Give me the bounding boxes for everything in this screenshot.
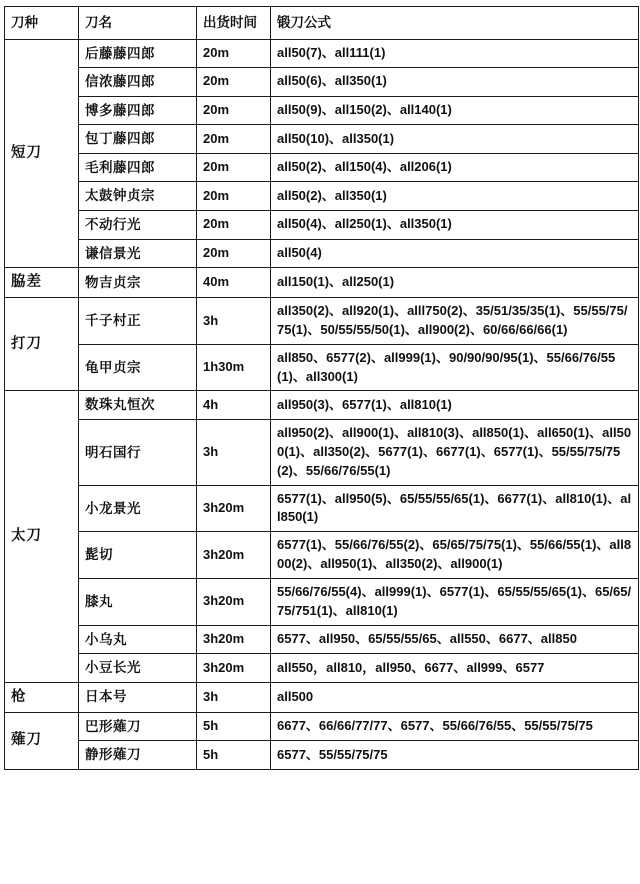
forge-time-cell: 4h (197, 391, 271, 420)
forge-time-cell: 5h (197, 741, 271, 770)
forge-time-cell: 20m (197, 182, 271, 211)
forge-time-cell: 3h20m (197, 485, 271, 532)
table-row (5, 96, 639, 125)
forge-formula-cell: all50(7)、all111(1) (271, 39, 639, 68)
forge-recipe-table (4, 6, 639, 770)
sword-type-cell: 脇差 (5, 268, 79, 298)
table-row (5, 153, 639, 182)
forge-formula-cell: all50(6)、all350(1) (271, 68, 639, 97)
sword-name-cell: 博多藤四郎 (79, 96, 197, 125)
table-row (5, 68, 639, 97)
table-row (5, 125, 639, 154)
forge-formula-cell: all550，all810，all950、6677、all999、6577 (271, 654, 639, 683)
table-row (5, 682, 639, 712)
table-row (5, 712, 639, 741)
forge-formula-cell: 6577、55/55/75/75 (271, 741, 639, 770)
forge-time-cell: 1h30m (197, 344, 271, 391)
sword-name-cell: 静形薙刀 (79, 741, 197, 770)
forge-formula-cell: all950(2)、all900(1)、all810(3)、all850(1)、all650(1)、all500(1)、all350(2)、5677(1)、6677(1)、6577(1)、55/55/75/75(2)、55/66/76/55(1) (271, 420, 639, 486)
table-row (5, 485, 639, 532)
forge-time-cell: 3h20m (197, 654, 271, 683)
forge-formula-cell: all150(1)、all250(1) (271, 268, 639, 298)
sword-name-cell: 髭切 (79, 532, 197, 579)
sword-name-cell: 小乌丸 (79, 625, 197, 654)
table-row (5, 532, 639, 579)
forge-time-cell: 20m (197, 39, 271, 68)
forge-time-cell: 20m (197, 125, 271, 154)
sword-type-cell: 薙刀 (5, 712, 79, 769)
forge-time-cell: 3h (197, 682, 271, 712)
forge-time-cell: 5h (197, 712, 271, 741)
forge-formula-cell: all50(4)、all250(1)、all350(1) (271, 210, 639, 239)
forge-formula-cell: all500 (271, 682, 639, 712)
table-body (5, 39, 639, 769)
sword-type-cell: 打刀 (5, 298, 79, 391)
forge-time-cell: 3h20m (197, 578, 271, 625)
forge-formula-cell: all950(3)、6577(1)、all810(1) (271, 391, 639, 420)
forge-formula-cell: all50(10)、all350(1) (271, 125, 639, 154)
column-header-sword-type: 刀种 (5, 7, 79, 40)
sword-name-cell: 小龙景光 (79, 485, 197, 532)
table-row (5, 344, 639, 391)
forge-time-cell: 20m (197, 68, 271, 97)
sword-name-cell: 日本号 (79, 682, 197, 712)
table-row (5, 39, 639, 68)
forge-time-cell: 3h20m (197, 532, 271, 579)
sword-name-cell: 数珠丸恒次 (79, 391, 197, 420)
forge-time-cell: 20m (197, 153, 271, 182)
sword-name-cell: 巴形薙刀 (79, 712, 197, 741)
sword-type-cell: 太刀 (5, 391, 79, 682)
table-row (5, 391, 639, 420)
forge-time-cell: 3h (197, 420, 271, 486)
sword-name-cell: 信浓藤四郎 (79, 68, 197, 97)
column-header-forge-formula: 锻刀公式 (271, 7, 639, 40)
table-header (5, 7, 639, 40)
sword-name-cell: 毛利藤四郎 (79, 153, 197, 182)
column-header-forge-time: 出货时间 (197, 7, 271, 40)
sword-name-cell: 明石国行 (79, 420, 197, 486)
column-header-sword-name: 刀名 (79, 7, 197, 40)
table-row (5, 268, 639, 298)
sword-name-cell: 小豆长光 (79, 654, 197, 683)
table-row (5, 298, 639, 345)
sword-name-cell: 谦信景光 (79, 239, 197, 268)
forge-time-cell: 20m (197, 96, 271, 125)
table-row (5, 210, 639, 239)
table-row (5, 654, 639, 683)
forge-formula-cell: 6577(1)、all950(5)、65/55/55/65(1)、6677(1)、all810(1)、all850(1) (271, 485, 639, 532)
sword-type-cell: 枪 (5, 682, 79, 712)
forge-formula-cell: all850、6577(2)、all999(1)、90/90/90/95(1)、55/66/76/55(1)、all300(1) (271, 344, 639, 391)
forge-formula-cell: all50(4) (271, 239, 639, 268)
forge-formula-cell: all50(9)、all150(2)、all140(1) (271, 96, 639, 125)
table-row (5, 420, 639, 486)
forge-formula-cell: 6577、all950、65/55/55/65、all550、6677、all850 (271, 625, 639, 654)
sword-name-cell: 物吉贞宗 (79, 268, 197, 298)
sword-type-cell: 短刀 (5, 39, 79, 268)
sword-name-cell: 千子村正 (79, 298, 197, 345)
forge-time-cell: 20m (197, 210, 271, 239)
table-row (5, 578, 639, 625)
sword-name-cell: 不动行光 (79, 210, 197, 239)
sword-name-cell: 太鼓钟贞宗 (79, 182, 197, 211)
forge-time-cell: 40m (197, 268, 271, 298)
table-row (5, 741, 639, 770)
forge-time-cell: 3h (197, 298, 271, 345)
forge-formula-cell: all50(2)、all350(1) (271, 182, 639, 211)
table-row (5, 182, 639, 211)
forge-formula-cell: 6577(1)、55/66/76/55(2)、65/65/75/75(1)、55/66/55(1)、all800(2)、all950(1)、all350(2)、all900(1) (271, 532, 639, 579)
forge-formula-cell: all350(2)、all920(1)、alll750(2)、35/51/35/35(1)、55/55/75/75(1)、50/55/55/50(1)、all900(2)、60/66/66/66(1) (271, 298, 639, 345)
forge-formula-cell: 6677、66/66/77/77、6577、55/66/76/55、55/55/75/75 (271, 712, 639, 741)
sword-name-cell: 包丁藤四郎 (79, 125, 197, 154)
forge-formula-cell: all50(2)、all150(4)、all206(1) (271, 153, 639, 182)
sword-name-cell: 膝丸 (79, 578, 197, 625)
table-header-row (5, 7, 639, 40)
table-row (5, 625, 639, 654)
sword-name-cell: 龟甲贞宗 (79, 344, 197, 391)
forge-time-cell: 20m (197, 239, 271, 268)
forge-time-cell: 3h20m (197, 625, 271, 654)
table-row (5, 239, 639, 268)
forge-formula-cell: 55/66/76/55(4)、all999(1)、6577(1)、65/55/55/65(1)、65/65/75/751(1)、all810(1) (271, 578, 639, 625)
sword-name-cell: 后藤藤四郎 (79, 39, 197, 68)
